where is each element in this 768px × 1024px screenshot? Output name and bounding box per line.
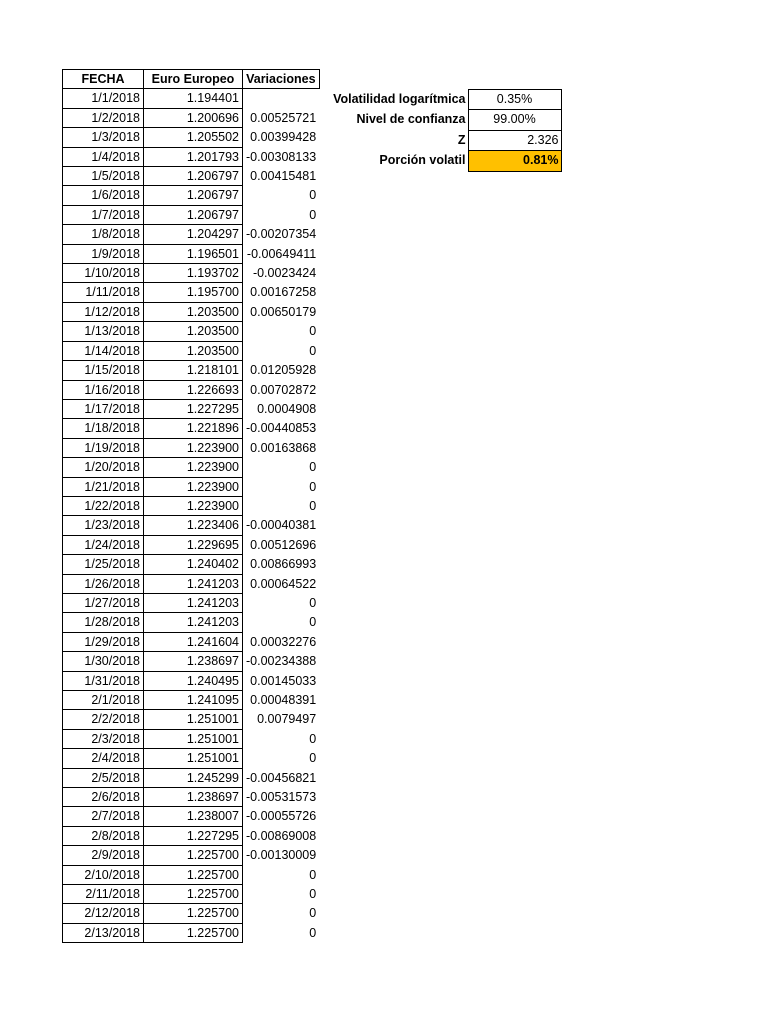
table-row — [63, 652, 320, 671]
date-cell[interactable]: 1/30/2018 — [63, 652, 144, 671]
variation-cell[interactable]: 0.00866993 — [250, 557, 317, 572]
table-row — [63, 128, 320, 147]
rate-cell[interactable]: 1.238697 — [144, 788, 243, 807]
rate-cell[interactable]: 1.193702 — [144, 264, 243, 283]
table-row — [63, 283, 320, 302]
date-cell[interactable]: 2/1/2018 — [63, 691, 144, 710]
variation-cell[interactable]: 0.00145033 — [250, 673, 317, 688]
variation-cell[interactable]: 0 — [309, 867, 317, 882]
table-row — [63, 923, 320, 942]
summary-table — [318, 89, 562, 172]
rate-cell[interactable]: 1.251001 — [144, 729, 243, 748]
variation-cell[interactable]: 0 — [309, 324, 317, 339]
variation-cell[interactable]: 0 — [309, 343, 317, 358]
rate-cell[interactable]: 1.241095 — [144, 691, 243, 710]
variation-cell[interactable]: -0.00869008 — [246, 828, 317, 843]
variation-cell[interactable]: 0 — [309, 887, 317, 902]
variation-cell[interactable]: 0.00512696 — [250, 537, 317, 552]
variation-cell[interactable]: -0.00130009 — [246, 848, 317, 863]
date-cell[interactable]: 2/4/2018 — [63, 749, 144, 768]
rate-cell[interactable]: 1.225700 — [144, 865, 243, 884]
table-row — [63, 826, 320, 845]
variation-cell[interactable]: -0.00207354 — [246, 227, 317, 242]
date-cell[interactable]: 1/8/2018 — [63, 225, 144, 244]
table-row — [63, 496, 320, 515]
date-cell[interactable]: 1/16/2018 — [63, 380, 144, 399]
date-cell[interactable]: 1/15/2018 — [63, 361, 144, 380]
date-cell[interactable]: 2/6/2018 — [63, 788, 144, 807]
date-cell[interactable]: 1/1/2018 — [63, 89, 144, 108]
header-date[interactable]: FECHA — [63, 70, 144, 89]
table-row — [63, 186, 320, 205]
date-cell[interactable]: 2/7/2018 — [63, 807, 144, 826]
rate-cell[interactable]: 1.204297 — [144, 225, 243, 244]
date-cell[interactable]: 1/10/2018 — [63, 264, 144, 283]
date-cell[interactable]: 1/7/2018 — [63, 205, 144, 224]
rate-cell[interactable]: 1.226693 — [144, 380, 243, 399]
variation-cell[interactable]: 0.00399428 — [250, 130, 317, 145]
table-row — [63, 438, 320, 457]
exchange-rate-table — [62, 69, 320, 943]
variation-cell[interactable]: -0.00649411 — [246, 246, 317, 261]
rate-cell[interactable]: 1.225700 — [144, 846, 243, 865]
table-row — [63, 574, 320, 593]
variation-cell[interactable]: 0.00702872 — [250, 382, 317, 397]
table-row — [63, 632, 320, 651]
portion-value[interactable]: 0.81% — [468, 151, 561, 171]
table-row — [63, 788, 320, 807]
date-cell[interactable]: 1/26/2018 — [63, 574, 144, 593]
date-cell[interactable]: 1/25/2018 — [63, 555, 144, 574]
table-row — [63, 885, 320, 904]
rate-cell[interactable]: 1.241604 — [144, 632, 243, 651]
rate-cell[interactable]: 1.206797 — [144, 167, 243, 186]
date-cell[interactable]: 2/12/2018 — [63, 904, 144, 923]
date-cell[interactable]: 1/13/2018 — [63, 322, 144, 341]
rate-cell[interactable]: 1.240402 — [144, 555, 243, 574]
variation-cell[interactable]: 0.00048391 — [250, 693, 317, 707]
rate-cell[interactable]: 1.240495 — [144, 671, 243, 690]
rate-cell[interactable]: 1.206797 — [144, 186, 243, 205]
variation-cell[interactable]: -0.0023424 — [252, 266, 317, 281]
variation-cell[interactable]: 0 — [309, 615, 317, 630]
table-row — [63, 535, 320, 554]
date-cell[interactable]: 1/27/2018 — [63, 593, 144, 612]
rate-cell[interactable]: 1.200696 — [144, 108, 243, 127]
rate-cell[interactable]: 1.194401 — [144, 89, 243, 108]
summary-row-portion — [318, 151, 561, 171]
variation-cell[interactable]: -0.00308133 — [246, 149, 317, 164]
rate-cell[interactable]: 1.223900 — [144, 458, 243, 477]
table-row — [63, 89, 320, 108]
rate-cell[interactable]: 1.205502 — [144, 128, 243, 147]
variation-cell[interactable]: -0.00531573 — [246, 790, 317, 805]
date-cell[interactable]: 1/17/2018 — [63, 399, 144, 418]
rate-cell[interactable]: 1.203500 — [144, 341, 243, 360]
date-cell[interactable]: 2/2/2018 — [63, 710, 144, 729]
table-row — [63, 846, 320, 865]
table-row — [63, 710, 320, 729]
rate-cell[interactable]: 1.203500 — [144, 302, 243, 321]
variation-cell[interactable]: -0.00440853 — [246, 421, 317, 436]
rate-cell[interactable]: 1.201793 — [144, 147, 243, 166]
variation-cell[interactable]: 0.00650179 — [250, 304, 317, 319]
variation-cell[interactable]: 0 — [309, 188, 317, 203]
date-cell[interactable]: 1/11/2018 — [63, 283, 144, 302]
summary-row-confidence — [318, 110, 561, 130]
rate-cell[interactable]: 1.238007 — [144, 807, 243, 826]
date-cell[interactable]: 1/24/2018 — [63, 535, 144, 554]
z-value[interactable]: 2.326 — [468, 130, 561, 150]
date-cell[interactable]: 1/28/2018 — [63, 613, 144, 632]
table-row — [63, 458, 320, 477]
date-cell[interactable]: 2/13/2018 — [63, 923, 144, 942]
variation-cell[interactable]: 0.01205928 — [250, 363, 317, 378]
header-variation[interactable]: Variaciones — [243, 70, 320, 89]
summary-row-z — [318, 130, 561, 150]
variation-cell[interactable]: 0 — [309, 498, 317, 513]
date-cell[interactable]: 1/23/2018 — [63, 516, 144, 535]
date-cell[interactable]: 1/14/2018 — [63, 341, 144, 360]
table-row — [63, 264, 320, 283]
table-row — [63, 671, 320, 690]
variation-cell[interactable]: 0 — [309, 731, 317, 746]
table-row — [63, 341, 320, 360]
table-row — [63, 419, 320, 438]
table-row — [63, 225, 320, 244]
rate-cell[interactable]: 1.227295 — [144, 399, 243, 418]
summary-row-volatility — [318, 90, 561, 110]
table-row — [63, 322, 320, 341]
rate-cell[interactable]: 1.225700 — [144, 904, 243, 923]
table-row — [63, 205, 320, 224]
rate-cell[interactable]: 1.241203 — [144, 613, 243, 632]
table-row — [63, 167, 320, 186]
volatility-label[interactable]: Volatilidad logarítmica — [318, 90, 468, 110]
variation-cell[interactable]: 0.0079497 — [257, 712, 317, 727]
table-row — [63, 807, 320, 826]
rate-cell[interactable]: 1.229695 — [144, 535, 243, 554]
table-row — [63, 399, 320, 418]
date-cell[interactable]: 2/10/2018 — [63, 865, 144, 884]
rate-cell[interactable]: 1.251001 — [144, 710, 243, 729]
variation-cell[interactable]: -0.00234388 — [246, 654, 317, 669]
table-row — [63, 361, 320, 380]
table-row — [63, 729, 320, 748]
date-cell[interactable]: 1/2/2018 — [63, 108, 144, 127]
variation-cell[interactable]: -0.00040381 — [246, 518, 317, 533]
variation-cell[interactable]: -0.00456821 — [246, 770, 317, 785]
rate-cell[interactable]: 1.225700 — [144, 885, 243, 904]
rate-cell[interactable]: 1.223900 — [144, 438, 243, 457]
rate-cell[interactable]: 1.218101 — [144, 361, 243, 380]
confidence-value[interactable]: 99.00% — [468, 110, 561, 130]
rate-cell[interactable]: 1.221896 — [144, 419, 243, 438]
confidence-label[interactable]: Nivel de confianza — [318, 110, 468, 130]
table-row — [63, 691, 320, 710]
date-cell[interactable]: 1/19/2018 — [63, 438, 144, 457]
variation-cell[interactable] — [243, 89, 320, 108]
rate-cell[interactable]: 1.227295 — [144, 826, 243, 845]
rate-cell[interactable]: 1.203500 — [144, 322, 243, 341]
z-label[interactable]: Z — [318, 130, 468, 150]
variation-cell[interactable]: 0 — [309, 751, 317, 766]
rate-cell[interactable]: 1.223406 — [144, 516, 243, 535]
variation-cell[interactable]: 0.00064522 — [250, 576, 317, 591]
table-row — [63, 865, 320, 884]
rate-cell[interactable]: 1.238697 — [144, 652, 243, 671]
rate-cell[interactable]: 1.245299 — [144, 768, 243, 787]
table-row — [63, 380, 320, 399]
variation-cell[interactable]: 0 — [309, 479, 317, 494]
rate-cell[interactable]: 1.195700 — [144, 283, 243, 302]
date-cell[interactable]: 1/21/2018 — [63, 477, 144, 496]
date-cell[interactable]: 2/9/2018 — [63, 846, 144, 865]
variation-cell[interactable]: 0.00163868 — [250, 440, 317, 455]
table-row — [63, 613, 320, 632]
date-cell[interactable]: 1/4/2018 — [63, 147, 144, 166]
variation-cell[interactable]: 0 — [309, 906, 317, 921]
date-cell[interactable]: 1/22/2018 — [63, 496, 144, 515]
rate-cell[interactable]: 1.241203 — [144, 574, 243, 593]
date-cell[interactable]: 2/3/2018 — [63, 729, 144, 748]
table-row — [63, 555, 320, 574]
date-cell[interactable]: 1/5/2018 — [63, 167, 144, 186]
table-row — [63, 302, 320, 321]
table-row — [63, 147, 320, 166]
table-row — [63, 904, 320, 923]
variation-cell[interactable]: 0.00525721 — [250, 110, 317, 125]
header-row — [63, 70, 320, 89]
date-cell[interactable]: 1/12/2018 — [63, 302, 144, 321]
rate-cell[interactable]: 1.241203 — [144, 593, 243, 612]
rate-cell[interactable]: 1.206797 — [144, 205, 243, 224]
rate-cell[interactable]: 1.223900 — [144, 496, 243, 515]
date-cell[interactable]: 1/6/2018 — [63, 186, 144, 205]
date-cell[interactable]: 1/18/2018 — [63, 419, 144, 438]
date-cell[interactable]: 2/5/2018 — [63, 768, 144, 787]
rate-cell[interactable]: 1.196501 — [144, 244, 243, 263]
variation-cell[interactable]: 0 — [309, 207, 317, 222]
variation-cell[interactable]: -0.00055726 — [246, 809, 317, 824]
variation-cell[interactable]: 0.00167258 — [250, 285, 317, 300]
table-row — [63, 768, 320, 787]
variation-cell[interactable]: 0.00032276 — [250, 634, 317, 649]
date-cell[interactable]: 1/20/2018 — [63, 458, 144, 477]
variation-cell[interactable]: 0.0004908 — [257, 401, 317, 416]
variation-cell[interactable]: 0.00415481 — [250, 169, 317, 184]
variation-cell[interactable]: 0 — [309, 925, 317, 940]
table-row — [63, 516, 320, 535]
date-cell[interactable]: 1/31/2018 — [63, 671, 144, 690]
table-row — [63, 749, 320, 768]
table-row — [63, 244, 320, 263]
date-cell[interactable]: 2/11/2018 — [63, 885, 144, 904]
table-row — [63, 593, 320, 612]
rate-cell[interactable]: 1.223900 — [144, 477, 243, 496]
date-cell[interactable]: 1/29/2018 — [63, 632, 144, 651]
table-row — [63, 477, 320, 496]
variation-cell[interactable]: 0 — [309, 595, 317, 610]
date-cell[interactable]: 1/3/2018 — [63, 128, 144, 147]
portion-label[interactable]: Porción volatil — [318, 151, 468, 171]
volatility-value[interactable]: 0.35% — [468, 90, 561, 110]
date-cell[interactable]: 1/9/2018 — [63, 244, 144, 263]
table-row — [63, 108, 320, 127]
rate-cell[interactable]: 1.251001 — [144, 749, 243, 768]
header-rate[interactable]: Euro Europeo — [144, 70, 243, 89]
rate-cell[interactable]: 1.225700 — [144, 923, 243, 942]
variation-cell[interactable]: 0 — [309, 460, 317, 475]
date-cell[interactable]: 2/8/2018 — [63, 826, 144, 845]
